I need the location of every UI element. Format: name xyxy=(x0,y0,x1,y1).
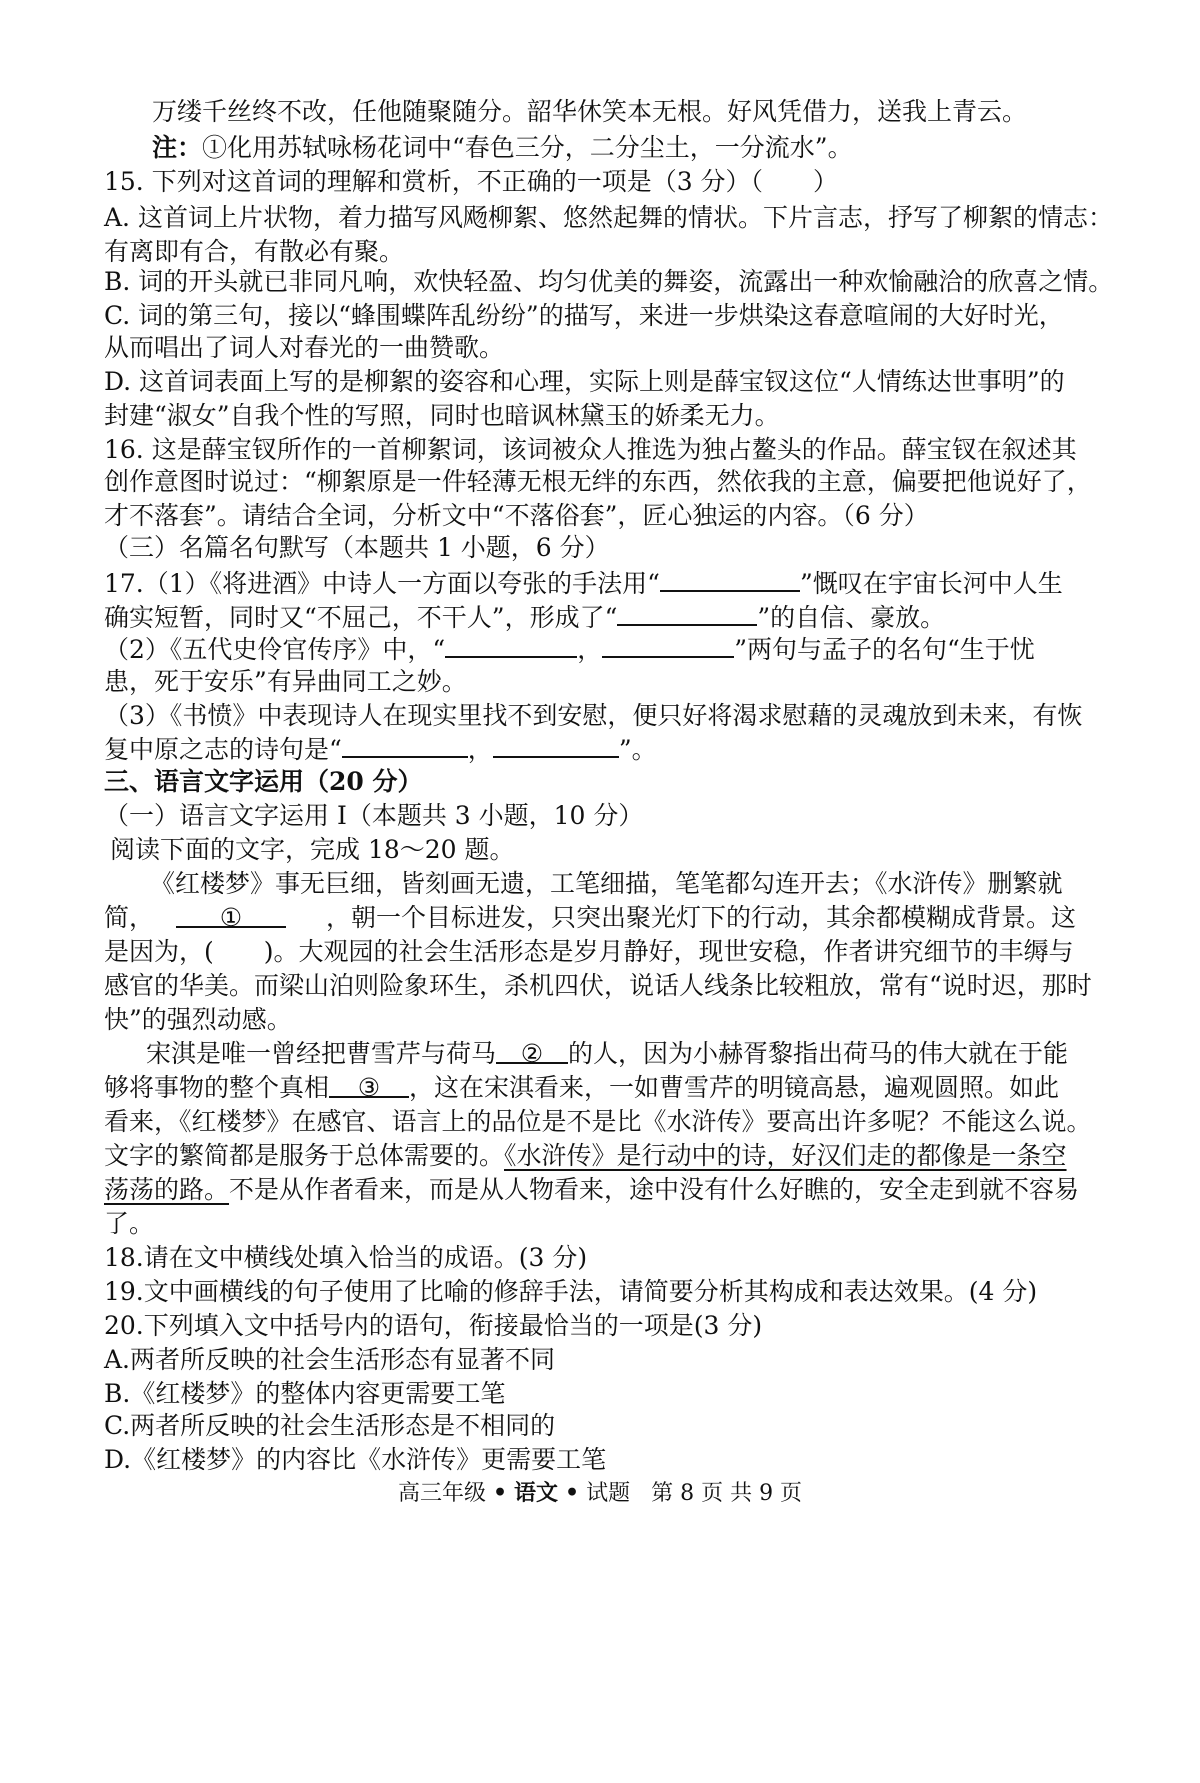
q20-option-d: D.《红楼梦》的内容比《水浒传》更需要工笔 xyxy=(104,1445,607,1474)
answer-blank[interactable] xyxy=(617,598,757,626)
answer-blank[interactable] xyxy=(342,730,468,758)
passage-line: 快”的强烈动感。 xyxy=(104,1005,292,1034)
q17-part3-cont: 复中原之志的诗句是“ ， ”。 xyxy=(104,730,1104,768)
q17-part1-cont: 确实短暂，同时又“不屈己，不干人”，形成了“ ”的自信、豪放。 xyxy=(104,598,1104,636)
q15-stem: 15. 下列对这首词的理解和赏析，不正确的一项是（3 分）（ ） xyxy=(104,167,839,196)
q16-line-3: 才不落套”。请结合全词，分析文中“不落俗套”，匠心独运的内容。（6 分） xyxy=(104,501,929,530)
blank-3[interactable]: ③ xyxy=(329,1070,409,1098)
q16-line-2: 创作意图时说过：“柳絮原是一件轻薄无根无绊的东西，然依我的主意，偏要把他说好了， xyxy=(104,467,1092,496)
answer-blank[interactable] xyxy=(445,630,577,658)
passage-line: 简， ① ，朝一个目标进发，只突出聚光灯下的行动，其余都模糊成背景。这 xyxy=(104,900,1104,936)
note-text: ①化用苏轼咏杨花词中“春色三分，二分尘土，一分流水”。 xyxy=(202,133,853,162)
q17-part1: 17.（1）《将进酒》中诗人一方面以夸张的手法用“ ”慨叹在宇宙长河中人生 xyxy=(104,564,1104,602)
q20-option-b: B.《红楼梦》的整体内容更需要工笔 xyxy=(104,1379,506,1408)
q18: 18.请在文中横线处填入恰当的成语。(3 分) xyxy=(104,1243,588,1272)
blank-1[interactable]: ① xyxy=(176,900,286,928)
passage-line: 荡荡的路。不是从作者看来，而是从人物看来，途中没有什么好瞧的，安全走到就不容易 xyxy=(104,1175,1080,1204)
q15-option-b: B. 词的开头就已非同凡响，欢快轻盈、均匀优美的舞姿，流露出一种欢愉融洽的欣喜之情。 xyxy=(104,267,1114,296)
reading-instruction: 阅读下面的文字，完成 18～20 题。 xyxy=(110,835,515,864)
answer-blank[interactable] xyxy=(660,564,800,592)
poem-note xyxy=(152,130,1152,166)
blank-2[interactable]: ② xyxy=(496,1036,568,1064)
q15-option-c-cont: 从而唱出了词人对春光的一曲赞歌。 xyxy=(104,333,505,362)
answer-blank[interactable] xyxy=(602,630,734,658)
q17-part2: （2）《五代史伶官传序》中，“ ， ”两句与孟子的名句“生于忧 xyxy=(104,630,1104,668)
q19: 19.文中画横线的句子使用了比喻的修辞手法，请简要分析其构成和表达效果。(4 分) xyxy=(104,1277,1038,1306)
passage-line: 够将事物的整个真相 ③ ，这在宋淇看来，一如曹雪芹的明镜高悬，遍观圆照。如此 xyxy=(104,1070,1104,1106)
underlined-sentence: 《水浒传》是行动中的诗，好汉们走的都像是一条空 xyxy=(504,1141,1067,1170)
q20-option-a: A.两者所反映的社会生活形态有显著不同 xyxy=(104,1345,556,1374)
note-label: 注： xyxy=(152,133,203,162)
page-number: 第 8 页 共 9 页 xyxy=(651,1481,803,1506)
q15-option-d: D. 这首词表面上写的是柳絮的姿容和心理，实际上则是薛宝钗这位“人情练达世事明”的 xyxy=(104,367,1065,396)
section-heading-recitation: （三）名篇名句默写（本题共 1 小题，6 分） xyxy=(104,533,610,562)
q15-option-c: C. 词的第三句，接以“蜂围蝶阵乱纷纷”的描写，来进一步烘染这春意喧闹的大好时光， xyxy=(104,301,1064,330)
answer-blank[interactable] xyxy=(493,730,619,758)
q15-option-d-cont: 封建“淑女”自我个性的写照，同时也暗讽林黛玉的娇柔无力。 xyxy=(104,401,780,430)
q17-part2-cont: 患，死于安乐”有异曲同工之妙。 xyxy=(104,667,467,696)
passage-line: 感官的华美。而梁山泊则险象环生，杀机四伏，说话人线条比较粗放，常有“说时迟，那时 xyxy=(104,971,1092,1000)
part3-title: 三、语言文字运用（20 分） xyxy=(104,767,423,796)
passage-line: 文字的繁简都是服务于总体需要的。《水浒传》是行动中的诗，好汉们走的都像是一条空 xyxy=(104,1141,1067,1170)
q15-option-a-cont: 有离即有合，有散必有聚。 xyxy=(104,237,405,266)
q20-option-c: C.两者所反映的社会生活形态是不相同的 xyxy=(104,1411,556,1440)
part3-subtitle: （一）语言文字运用 I（本题共 3 小题，10 分） xyxy=(104,801,644,830)
q15-option-a: A. 这首词上片状物，着力描写风飏柳絮、悠然起舞的情状。下片言志，抒写了柳絮的情志： xyxy=(104,203,1113,232)
passage-line: 《红楼梦》事无巨细，皆刻画无遗，工笔细描，笔笔都勾连开去；《水浒传》删繁就 xyxy=(150,869,1063,898)
underlined-sentence: 荡荡的路。 xyxy=(104,1175,230,1204)
passage-line: 是因为，( )。大观园的社会生活形态是岁月静好，现世安稳，作者讲究细节的丰缛与 xyxy=(104,937,1074,966)
poem-last-lines: 万缕千丝终不改，任他随聚随分。韶华休笑本无根。好风凭借力，送我上青云。 xyxy=(152,97,1028,126)
page-footer: 高三年级 • 语文 • 试题 第 8 页 共 9 页 xyxy=(397,1480,803,1506)
passage-line: 了。 xyxy=(104,1209,155,1238)
q20-stem: 20.下列填入文中括号内的语句，衔接最恰当的一项是(3 分) xyxy=(104,1311,763,1340)
passage-line: 宋淇是唯一曾经把曹雪芹与荷马 ② 的人，因为小赫胥黎指出荷马的伟大就在于能 xyxy=(146,1036,1146,1072)
passage-line: 看来，《红楼梦》在感官、语言上的品位是不是比《水浒传》要高出许多呢？不能这么说。 xyxy=(104,1107,1092,1136)
q16-line-1: 16. 这是薛宝钗所作的一首柳絮词，该词被众人推选为独占鳌头的作品。薛宝钗在叙述其 xyxy=(104,435,1077,464)
q17-part3: （3）《书愤》中表现诗人在现实里找不到安慰，便只好将渴求慰藉的灵魂放到未来，有恢 xyxy=(104,701,1083,730)
